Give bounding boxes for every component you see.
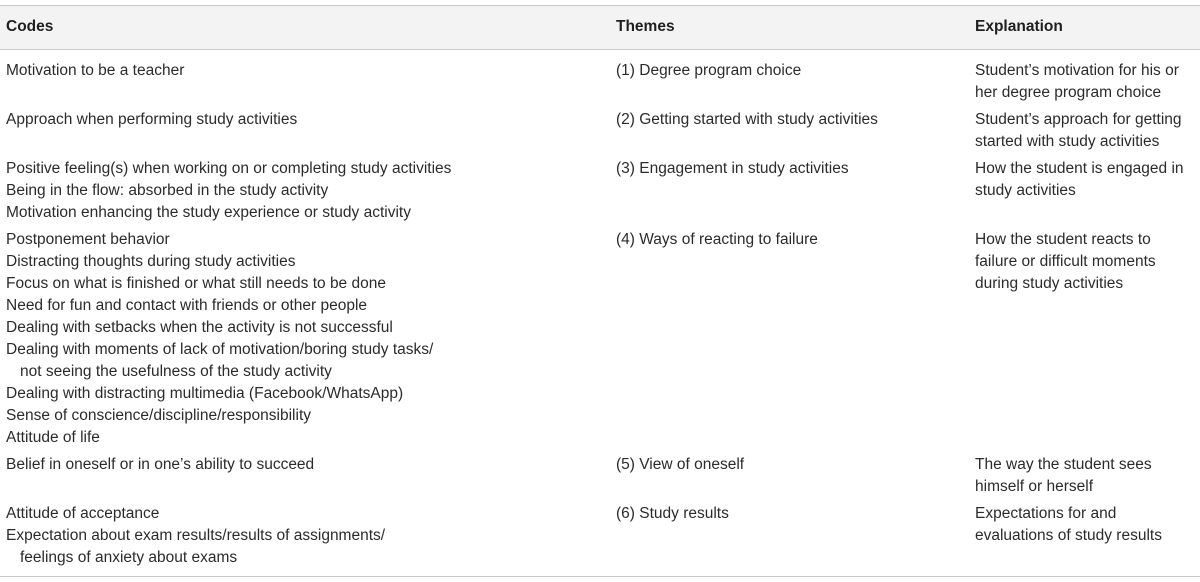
code-line: Dealing with setbacks when the activity is not successful [6, 319, 393, 336]
theme-label: (6) Study results [616, 505, 729, 522]
explanation-line: Student’s motivation for his or [975, 62, 1179, 79]
theme-cell [616, 229, 975, 454]
table-row [0, 454, 1200, 503]
code-line: Positive feeling(s) when working on or completing study activities [6, 160, 452, 177]
code-line-continued: not seeing the usefulness of the study activity [20, 363, 332, 380]
table-row [0, 229, 1200, 454]
table-row [0, 158, 1200, 229]
header-explanation: Explanation [975, 18, 1063, 35]
explanation-line: The way the student sees [975, 456, 1152, 473]
table-row [0, 503, 1200, 577]
code-line: Sense of conscience/discipline/responsibility [6, 407, 311, 424]
explanation-cell [975, 109, 1200, 158]
explanation-line: himself or herself [975, 478, 1094, 495]
code-line: Need for fun and contact with friends or other people [6, 297, 368, 314]
explanation-line: Student’s approach for getting [975, 111, 1182, 128]
explanation-line: study activities [975, 182, 1076, 199]
code-line: Approach when performing study activities [6, 111, 298, 128]
code-line: Attitude of acceptance [6, 505, 160, 522]
code-line: Attitude of life [6, 429, 100, 446]
code-line: Postponement behavior [6, 231, 170, 248]
codes-cell [0, 229, 616, 454]
theme-label: (3) Engagement in study activities [616, 160, 849, 177]
codes-cell [0, 454, 616, 503]
code-line: Dealing with distracting multimedia (Facebook/WhatsApp) [6, 385, 404, 402]
explanation-line: her degree program choice [975, 84, 1162, 101]
explanation-cell [975, 50, 1200, 110]
theme-cell [616, 109, 975, 158]
explanation-line: during study activities [975, 275, 1124, 292]
code-line: Being in the flow: absorbed in the study activity [6, 182, 329, 199]
theme-cell [616, 50, 975, 110]
explanation-line: failure or difficult moments [975, 253, 1156, 270]
explanation-line: started with study activities [975, 133, 1160, 150]
codes-cell [0, 109, 616, 158]
explanation-cell [975, 454, 1200, 503]
header-row [0, 6, 1200, 50]
codes-cell [0, 158, 616, 229]
explanation-line: How the student is engaged in [975, 160, 1184, 177]
theme-label: (5) View of oneself [616, 456, 745, 473]
explanation-line: evaluations of study results [975, 527, 1162, 544]
header-themes: Themes [616, 18, 675, 35]
explanation-line: Expectations for and [975, 505, 1117, 522]
code-line: Dealing with moments of lack of motivation/boring study tasks/ [6, 341, 434, 358]
theme-label: (4) Ways of reacting to failure [616, 231, 818, 248]
theme-label: (1) Degree program choice [616, 62, 802, 79]
table-row [0, 109, 1200, 158]
theme-cell [616, 454, 975, 503]
code-line: Motivation to be a teacher [6, 62, 185, 79]
codes-cell [0, 50, 616, 110]
table-header [0, 6, 1200, 50]
theme-label: (2) Getting started with study activities [616, 111, 878, 128]
code-line: Expectation about exam results/results of assignments/ [6, 527, 386, 544]
explanation-cell [975, 503, 1200, 577]
explanation-cell [975, 158, 1200, 229]
theme-cell [616, 503, 975, 577]
code-line: Focus on what is finished or what still needs to be done [6, 275, 386, 292]
header-codes: Codes [6, 18, 54, 35]
code-line: Motivation enhancing the study experience or study activity [6, 204, 411, 221]
code-line: Distracting thoughts during study activities [6, 253, 296, 270]
theme-cell [616, 158, 975, 229]
code-line-continued: feelings of anxiety about exams [20, 549, 238, 566]
codes-themes-table [0, 5, 1200, 577]
explanation-cell [975, 229, 1200, 454]
explanation-line: How the student reacts to [975, 231, 1151, 248]
table-row [0, 50, 1200, 110]
code-line: Belief in oneself or in one’s ability to succeed [6, 456, 315, 473]
codes-cell [0, 503, 616, 577]
table-body [0, 50, 1200, 577]
